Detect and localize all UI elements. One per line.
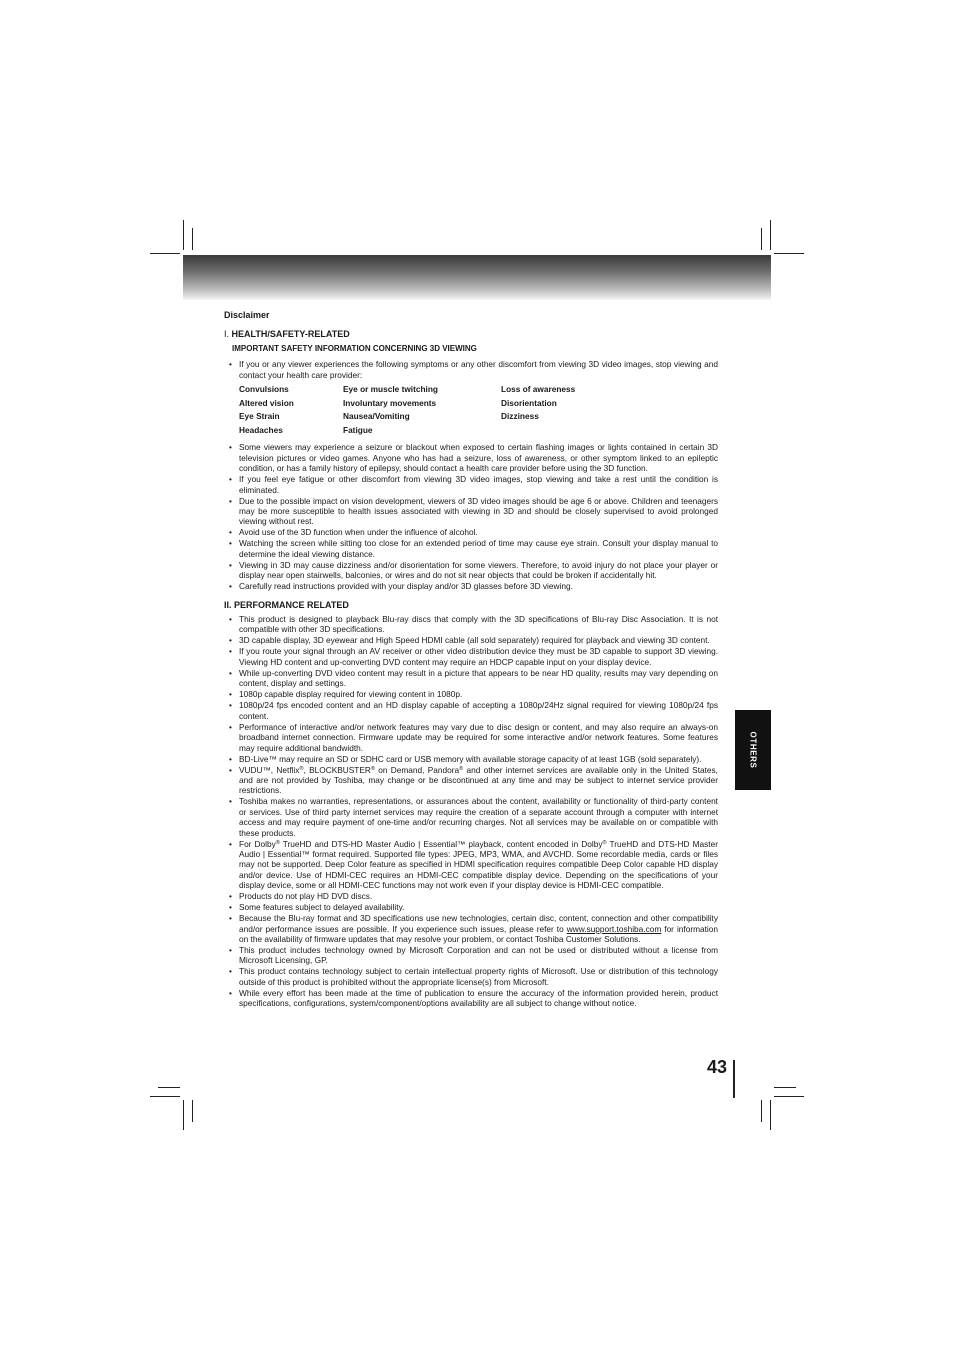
text-run: Because the Blu-ray format and 3D specifications use new technologies, certain disc, content, connection and other compatibility and/or performance issues are possible. If you experience such issues, please refer to [239, 913, 718, 934]
symptom: Dizziness [501, 411, 539, 422]
support-link[interactable]: www.support.toshiba.com [566, 923, 662, 934]
text-run: VUDU™, Netflix [239, 764, 300, 775]
symptom: Loss of awareness [501, 384, 576, 395]
symptoms-table [239, 384, 718, 438]
page-number-rule [733, 1060, 735, 1098]
section-1-title: HEALTH/SAFETY-RELATED [231, 329, 350, 340]
symptom: Altered vision [239, 397, 294, 408]
symptom: Convulsions [239, 384, 289, 395]
symptom: Headaches [239, 424, 283, 435]
list-item: • This product is designed to playback Blu-ray discs that comply with the 3D specifications of Blu-ray Disc Association. It is not compatible with other 3D specifications. [224, 614, 718, 635]
list-item: • BD-Live™ may require an SD or SDHC card or USB memory with available storage capacity of at least 1GB (sold separately). [224, 754, 718, 764]
symptom: Nausea/Vomiting [343, 411, 410, 422]
list-item: • 1080p capable display required for viewing content in 1080p. [224, 689, 718, 699]
list-item-internet-services [224, 765, 718, 796]
list-item-dolby [224, 839, 718, 891]
section-2-title: II. PERFORMANCE RELATED [224, 599, 349, 610]
text-run: and other internet services are available only in the United States, and are not provided by Toshiba, may change or be discontinued at any time and may be subject to internet service provider restrictions. [239, 764, 718, 796]
text-run: TrueHD and DTS-HD Master Audio | Essential™ format required. Supported file types: JPEG, MP3, WMA, and AVCHD. Some recordable media, cards or files may not be supported. Deep Color feature as specified in HDMI specification requires compatible Deep Color capable HD display and/or device. Use of HDMI-CEC requires an HDMI-CEC compatible display device. Depending on the specifications of your display device, some or all HDMI-CEC functions may not work even if your display device is HDMI-CEC compatible. [239, 838, 718, 891]
text-run: , BLOCKBUSTER [303, 764, 371, 775]
list-item-bluray-compat [224, 913, 718, 944]
registered-mark: ® [370, 765, 375, 772]
section-1-subtitle: IMPORTANT SAFETY INFORMATION CONCERNING 3D VIEWING [232, 343, 477, 353]
symptom: Fatigue [343, 424, 373, 435]
text-run: on Demand, Pandora [374, 764, 460, 775]
list-item: • If you or any viewer experiences the following symptoms or any other discomfort from viewing 3D video images, stop viewing and contact your health care provider: [224, 359, 718, 380]
disclaimer-content [224, 310, 718, 1009]
section-1-intro-list [224, 359, 718, 380]
list-item: • This product contains technology subject to certain intellectual property rights of Microsoft. Use or distribution of this technology outside of this product is prohibited without the appropriate license(s) from Microsoft. [224, 966, 718, 987]
symptom: Eye Strain [239, 411, 280, 422]
list-item: • Viewing in 3D may cause dizziness and/or disorientation for some viewers. Therefore, to avoid injury do not place your player or display near open stairwells, balconies, or wires and do not sit near objects that could be broken if accidentally hit. [224, 560, 718, 581]
section-1-number: I. [224, 329, 230, 340]
list-item: • Performance of interactive and/or network features may vary due to disc design or content, and may also require an always-on broadband internet connection. Firmware update may be required for some interactive and/or network features. Some features may require additional bandwidth. [224, 722, 718, 753]
list-item: • Avoid use of the 3D function when under the influence of alcohol. [224, 527, 718, 537]
list-item: • Some viewers may experience a seizure or blackout when exposed to certain flashing images or lights contained in certain 3D television pictures or video games. Anyone who has had a seizure, loss of awareness, or other symptom linked to an epileptic condition, or has a family history of epilepsy, should contact a health care provider before using the 3D function. [224, 442, 718, 473]
registered-mark: ® [602, 839, 607, 846]
symptom: Involuntary movements [343, 397, 437, 408]
registered-mark: ® [299, 765, 304, 772]
list-item: • If you feel eye fatigue or other discomfort from viewing 3D video images, stop viewing and take a rest until the condition is eliminated. [224, 474, 718, 495]
table-row [239, 398, 718, 412]
registered-mark: ® [275, 839, 280, 846]
list-item: • Products do not play HD DVD discs. [224, 891, 718, 901]
table-row [239, 425, 718, 439]
symptom [501, 425, 651, 439]
list-item: • This product includes technology owned by Microsoft Corporation and can not be used or distributed without a license from Microsoft Licensing, GP. [224, 945, 718, 966]
table-row [239, 384, 718, 398]
section-tab [735, 710, 771, 790]
section-2-heading [224, 600, 718, 610]
page-number: 43 [707, 1057, 728, 1077]
list-item: • While every effort has been made at the time of publication to ensure the accuracy of the information provided herein, product specifications, configurations, system/component/options availability are all subject to change without notice. [224, 988, 718, 1009]
list-item: • Watching the screen while sitting too close for an extended period of time may cause eye strain. Consult your display manual to determine the ideal viewing distance. [224, 538, 718, 559]
registered-mark: ® [459, 765, 464, 772]
list-item: • 1080p/24 fps encoded content and an HD display capable of accepting a 1080p/24Hz signal required for viewing 1080p/24 fps content. [224, 700, 718, 721]
section-1-heading [224, 329, 718, 339]
list-item: • Some features subject to delayed availability. [224, 902, 718, 912]
table-row [239, 411, 718, 425]
list-item: • Toshiba makes no warranties, representations, or assurances about the content, availability or functionality of third-party content or services. Use of third party internet services may require the creation of a separate account through a computer with internet access and may require payment of one-time and/or recurring charges. Not all services may be available on or compatible with these products. [224, 796, 718, 838]
list-item: • Due to the possible impact on vision development, viewers of 3D video images should be age 6 or above. Children and teenagers may be more susceptible to health issues associated with viewing in 3D and should be closely supervised to avoid prolonged viewing without rest. [224, 496, 718, 527]
symptom: Eye or muscle twitching [343, 384, 438, 395]
symptom: Disorientation [501, 397, 557, 408]
disclaimer-title: Disclaimer [224, 310, 270, 320]
section-1-list [224, 442, 718, 591]
text-run: TrueHD and DTS-HD Master Audio | Essential™ playback, content encoded in Dolby [279, 838, 603, 849]
list-item: • If you route your signal through an AV receiver or other video distribution device they must be 3D capable to support 3D viewing. Viewing HD content and up-converting DVD content may require an HDCP capable input on your display device. [224, 646, 718, 667]
text-run: for information on the availability of firmware updates that may resolve your problem, or contact Toshiba Customer Solutions. [239, 923, 718, 944]
section-tab-label: OTHERS [748, 731, 758, 769]
header-gradient-bar [183, 255, 771, 300]
list-item: • 3D capable display, 3D eyewear and High Speed HDMI cable (all sold separately) required for playback and viewing 3D content. [224, 635, 718, 645]
list-item: • While up-converting DVD video content may result in a picture that appears to be near HD quality, results may vary depending on content, display and settings. [224, 668, 718, 689]
section-2-list [224, 614, 718, 1009]
list-item: • Carefully read instructions provided with your display and/or 3D glasses before 3D viewing. [224, 581, 718, 591]
text-run: For Dolby [239, 838, 276, 849]
